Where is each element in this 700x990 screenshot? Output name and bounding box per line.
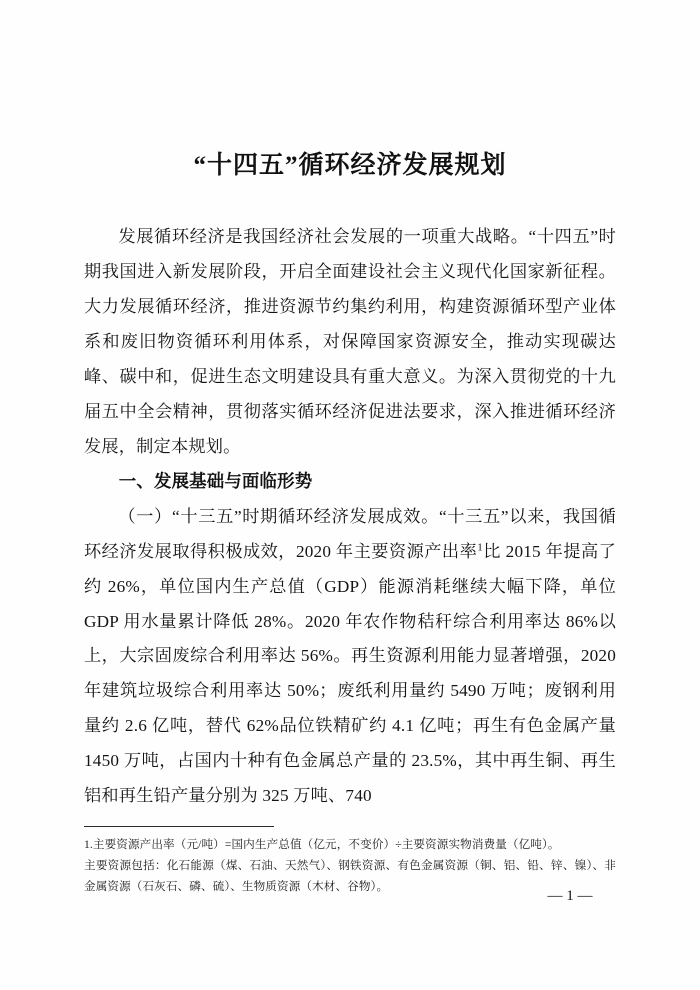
document-content (84, 0, 616, 814)
paragraph-intro: 发展循环经济是我国经济社会发展的一项重大战略。“十四五”时期我国进入新发展阶段，开启全面建设社会主义现代化国家新征程。大力发展循环经济，推进资源节约集约利用，构建资源循环型产业体系和废旧物资循环利用体系，对保障国家资源安全，推动实现碳达峰、碳中和，促进生态文明建设具有重大意义。为深入贯彻党的十九届五中全会精神，贯彻落实循环经济促进法要求，深入推进循环经济发展，制定本规划。 (84, 227, 616, 456)
page-title: “十四五”循环经济发展规划 (193, 152, 507, 179)
paragraph-section-1-part2: 比 2015 年提高了约 26%，单位国内生产总值（GDP）能源消耗继续大幅下降，单位 GDP 用水量累计降低 28%。2020 年农作物秸秆综合利用率达 86%以上，大宗固废综合利用率达 56%。再生资源利用能力显著增强，2020 年建筑垃圾综合利用率达 50%；废纸利用量约 5490 万吨；废钢利用量约 2.6 亿吨，替代 62%品位铁精矿约 4.1 亿吨；再生有色金属产量 1450 万吨，占国内十种有色金属总产量的 23.5%，其中再生铜、再生铝和再生铅产量分别为 325 万吨、740 (84, 541, 616, 806)
footnote-marker: 1 (477, 540, 483, 553)
footnote-line-2: 主要资源包括：化石能源（煤、石油、天然气）、钢铁资源、有色金属资源（铜、铝、铅、锌、镍）、非金属资源（石灰石、磷、硫）、生物质资源（木材、谷物）。 (84, 859, 616, 894)
section-heading: 一、发展基础与面临形势 (118, 471, 313, 492)
paragraph-section-1-part1: （一）“十三五”时期循环经济发展成效。“十三五”以来，我国循环经济发展取得积极成效，2020 年主要资源产出率 (84, 506, 616, 561)
footnote-divider (84, 826, 274, 827)
page-number: — 1 — (547, 888, 593, 904)
paragraph-section-1 (84, 500, 616, 814)
footnote-line-1: 1.主要资源产出率（元/吨）=国内生产总值（亿元，不变价）÷主要资源实物消费量（亿吨）。 (84, 838, 560, 851)
